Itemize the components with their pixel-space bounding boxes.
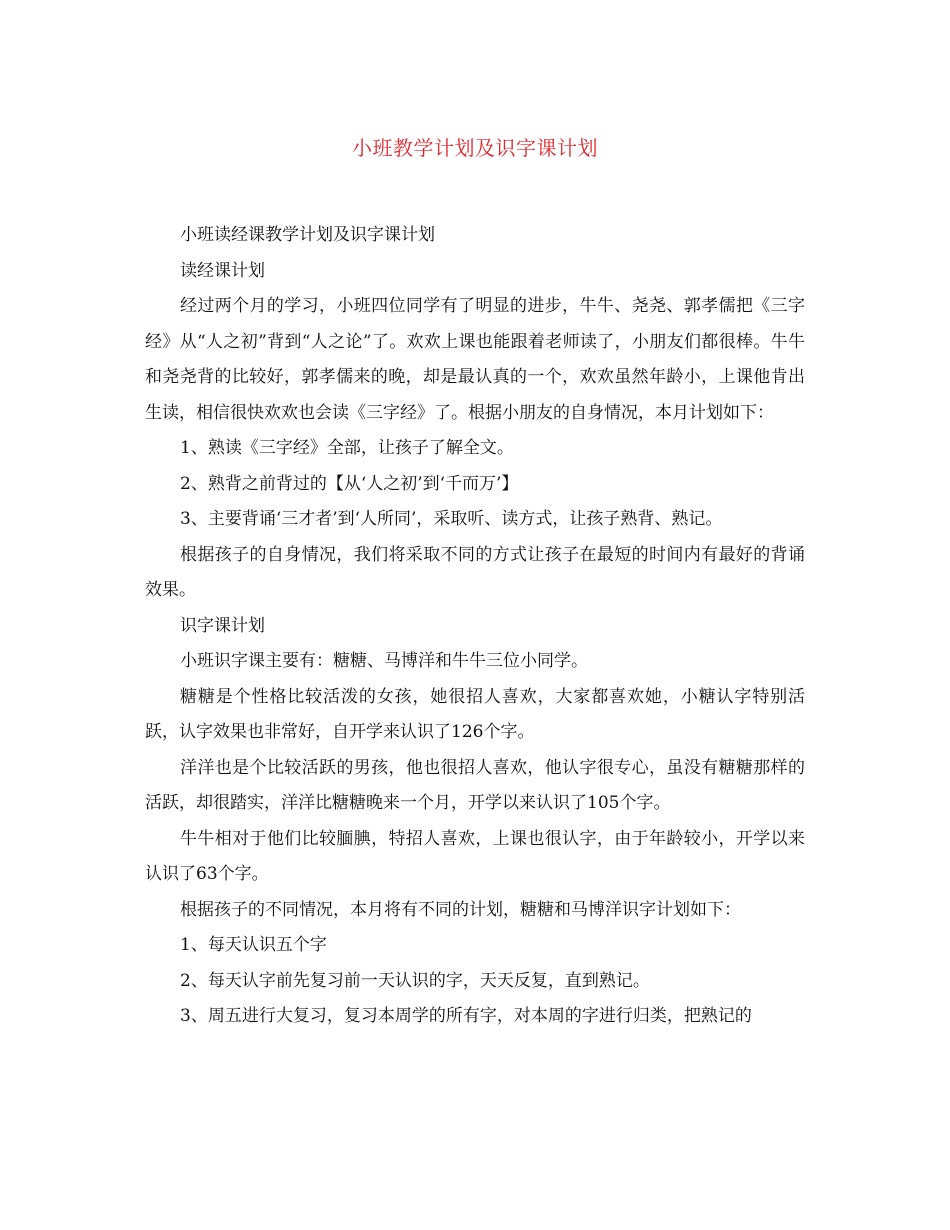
list-item: 3、主要背诵‘三才者’到‘人所同’，采取听、读方式，让孩子熟背、熟记。 — [180, 509, 723, 529]
section-heading-literacy: 识字课计划 — [180, 615, 265, 636]
list-item: 1、每天认识五个字 — [180, 935, 327, 955]
paragraph: 洋洋也是个比较活跃的男孩，他也很招人喜欢，他认字很专心，虽没有糖糖那样的活跃，却很踏实，洋洋比糖糖晚来一个月，开学以来认识了105个字。 — [145, 757, 805, 813]
paragraph: 牛牛相对于他们比较腼腆，特招人喜欢，上课也很认字，由于年龄较小，开学以来认识了63个字。 — [145, 828, 805, 884]
document-title: 小班教学计划及识字课计划 — [352, 136, 598, 160]
paragraph: 糖糖是个性格比较活泼的女孩，她很招人喜欢，大家都喜欢她，小糖认字特别活跃，认字效果也非常好，自开学来认识了126个字。 — [145, 686, 805, 742]
list-item: 3、周五进行大复习，复习本周学的所有字，对本周的字进行归类，把熟记的 — [180, 1006, 752, 1026]
paragraph: 根据孩子的不同情况，本月将有不同的计划，糖糖和马博洋识字计划如下： — [180, 899, 741, 920]
list-item: 2、每天认字前先复习前一天认识的字，天天反复，直到熟记。 — [180, 970, 650, 991]
list-item: 1、熟读《三字经》全部，让孩子了解全文。 — [180, 438, 514, 458]
section-heading-reading: 读经课计划 — [180, 260, 265, 281]
paragraph: 小班识字课主要有：糖糖、马博洋和牛牛三位小同学。 — [180, 651, 588, 671]
paragraph-subtitle: 小班读经课教学计划及识字课计划 — [180, 225, 435, 245]
document-body — [145, 218, 805, 1035]
paragraph: 经过两个月的学习，小班四位同学有了明显的进步，牛牛、尧尧、郭孝儒把《三字经》从“人之初”背到“人之论”了。欢欢上课也能跟着老师读了，小朋友们都很棒。牛牛和尧尧背的比较好，郭孝儒来的晚，却是最认真的一个，欢欢虽然年龄小，上课他肯出生读，相信很快欢欢也会读《三字经》了。根据小朋友的自身情况，本月计划如下： — [145, 296, 805, 423]
list-item: 2、熟背之前背过的【从‘人之初’到‘千而万’】 — [180, 473, 519, 494]
paragraph: 根据孩子的自身情况，我们将采取不同的方式让孩子在最短的时间内有最好的背诵效果。 — [145, 544, 805, 600]
